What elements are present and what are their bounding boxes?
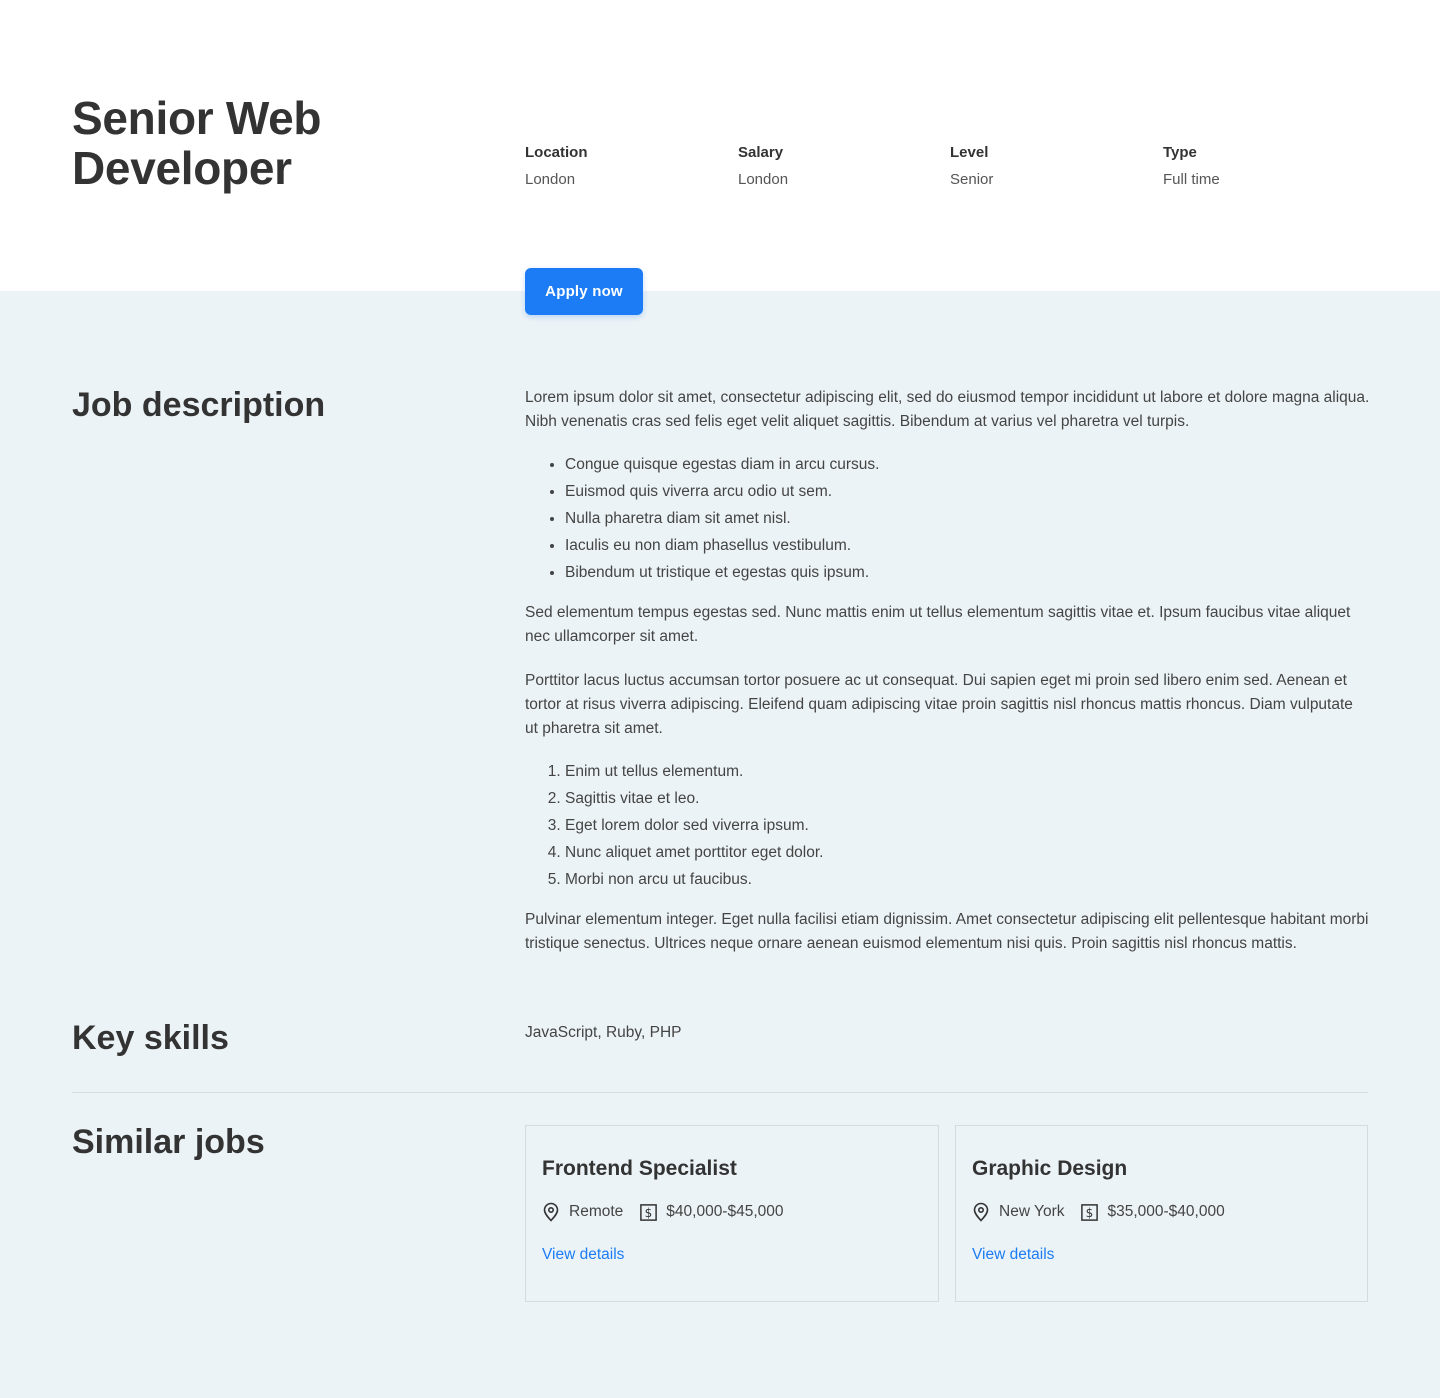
meta-label: Location: [525, 144, 588, 161]
job-title: Senior Web Developer: [72, 92, 322, 194]
job-card: [525, 1125, 939, 1302]
key-skills-text: JavaScript, Ruby, PHP: [525, 1024, 682, 1041]
list-item: • Iaculis eu non diam phasellus vestibulum.: [565, 532, 1370, 559]
list-item: 4. Nunc aliquet amet porttitor eget dolor.: [565, 839, 1370, 866]
apply-now-button[interactable]: Apply now: [525, 268, 643, 315]
meta-label: Level: [950, 144, 989, 161]
view-details-link[interactable]: View details: [972, 1246, 1055, 1263]
view-details-link[interactable]: View details: [542, 1246, 625, 1263]
job-card-location: New York: [999, 1203, 1065, 1220]
job-card-meta: [542, 1202, 784, 1222]
job-card: [955, 1125, 1368, 1302]
map-pin-icon: [542, 1202, 560, 1222]
numbered-list: [525, 758, 1370, 893]
job-card-title: Graphic Design: [972, 1157, 1128, 1180]
meta-type: [1163, 144, 1363, 189]
meta-value: Full time: [1163, 171, 1220, 188]
description-paragraph: Porttitor lacus luctus accumsan tortor posuere ac ut consequat. Dui sapien eget mi proin sed libero enim sed. Aenean et tortor at risus viverra adipiscing. Eleifend quam adipiscing vitae proin sagittis nisl rhoncus mattis rhoncus. Diam vulputate ut pharetra sit amet.: [525, 672, 1353, 737]
meta-location: [525, 144, 725, 189]
list-item: • Nulla pharetra diam sit amet nisl.: [565, 505, 1370, 532]
meta-label: Type: [1163, 144, 1197, 161]
map-pin-icon: [972, 1202, 990, 1222]
dollar-icon: [640, 1204, 657, 1221]
job-card-salary: $40,000-$45,000: [666, 1203, 784, 1220]
job-description-heading: Job description: [72, 386, 326, 424]
meta-salary: [738, 144, 938, 189]
list-item: 2. Sagittis vitae et leo.: [565, 785, 1370, 812]
section-divider: [72, 1092, 1368, 1093]
list-item: 3. Eget lorem dolor sed viverra ipsum.: [565, 812, 1370, 839]
job-card-title: Frontend Specialist: [542, 1157, 737, 1180]
meta-value: London: [738, 171, 789, 188]
meta-value: Senior: [950, 171, 994, 188]
description-paragraph: Sed elementum tempus egestas sed. Nunc mattis enim ut tellus elementum sagittis vitae et. Ipsum faucibus vitae aliquet nec ullamcorper sit amet.: [525, 604, 1351, 645]
meta-value: London: [525, 171, 576, 188]
list-item: • Bibendum ut tristique et egestas quis ipsum.: [565, 559, 1370, 586]
list-item: • Euismod quis viverra arcu odio ut sem.: [565, 478, 1370, 505]
svg-text:$: $: [1086, 1205, 1094, 1220]
svg-text:$: $: [644, 1205, 653, 1220]
job-card-salary: $35,000-$40,000: [1107, 1203, 1225, 1220]
description-paragraph: Lorem ipsum dolor sit amet, consectetur adipiscing elit, sed do eiusmod tempor incididunt ut labore et dolore magna aliqua. Nibh venenatis cras sed felis eget velit aliquet sagittis. Bibendum at varius vel pharetra vel turpis.: [525, 389, 1370, 430]
list-item: • Congue quisque egestas diam in arcu cursus.: [565, 451, 1370, 478]
list-item: 5. Morbi non arcu ut faucibus.: [565, 866, 1370, 893]
meta-label: Salary: [738, 144, 784, 161]
job-card-meta: [972, 1202, 1225, 1222]
job-description-body: [525, 386, 1370, 956]
job-card-location: Remote: [569, 1203, 624, 1220]
description-paragraph: Pulvinar elementum integer. Eget nulla facilisi etiam dignissim. Amet consectetur adipiscing elit pellentesque habitant morbi tristique senectus. Ultrices neque ornare aenean euismod elementum nisi quis. Proin sagittis nisl rhoncus mattis.: [525, 911, 1369, 952]
dollar-icon: [1081, 1204, 1098, 1221]
key-skills-heading: Key skills: [72, 1019, 229, 1057]
list-item: 1. Enim ut tellus elementum.: [565, 758, 1370, 785]
similar-jobs-heading: Similar jobs: [72, 1123, 265, 1161]
meta-level: [950, 144, 1150, 189]
bullet-list: [525, 451, 1370, 586]
